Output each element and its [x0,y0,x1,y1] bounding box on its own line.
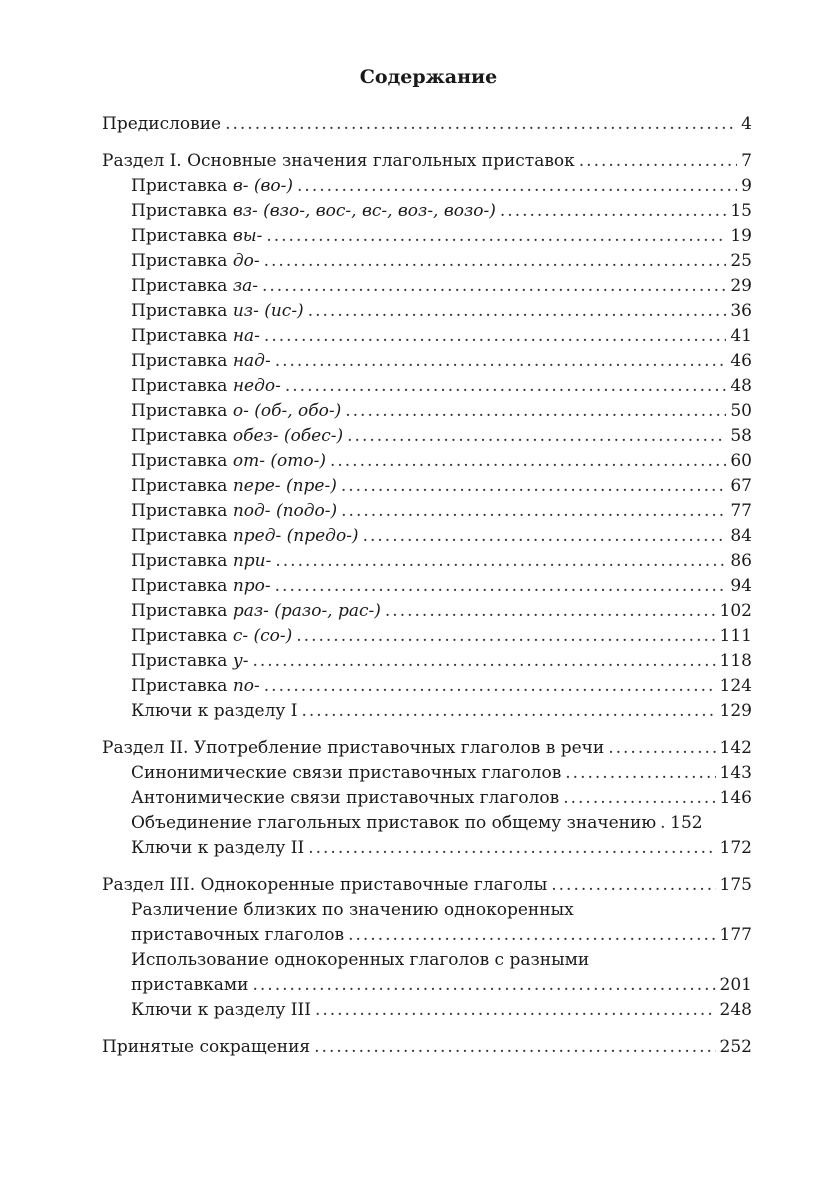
toc-entry-prefix[interactable] [102,299,752,324]
dot-leader [385,599,716,624]
toc-entry-section-1[interactable] [102,149,752,174]
toc-page-number: 86 [730,551,752,571]
toc-label: Приставка на- [131,326,260,346]
table-of-contents [102,112,752,1060]
toc-prefix: из- (ис-) [232,301,304,321]
toc-label: Раздел I. Основные значения глагольных приставок [102,151,575,171]
toc-prefix: пред- (предо-) [232,526,359,546]
toc-label: Различение близких по значению однокоренных [131,900,574,920]
toc-entry-prefix[interactable] [102,174,752,199]
toc-page-number: 9 [741,176,752,196]
toc-page-number: 94 [730,576,752,596]
toc-entry-prefix[interactable] [102,249,752,274]
toc-label: Ключи к разделу III [131,1000,311,1020]
toc-prefix: о- (об-, обо-) [232,401,342,421]
toc-label: Ключи к разделу II [131,838,305,858]
dot-leader [225,112,737,137]
toc-entry-prefix[interactable] [102,624,752,649]
toc-label: Приставка при- [131,551,272,571]
toc-label: Приставка раз- (разо-, рас-) [131,601,381,621]
toc-page-number: 172 [719,838,752,858]
toc-entry-prefix[interactable] [102,374,752,399]
toc-page-number: 201 [719,975,752,995]
toc-page-number: 142 [719,738,752,758]
toc-label: Приставка о- (об-, обо-) [131,401,342,421]
dot-leader [314,1035,715,1060]
dot-leader [285,374,727,399]
toc-entry-prefix[interactable] [102,449,752,474]
toc-label: Приставка с- (со-) [131,626,293,646]
toc-label: приставками [131,975,249,995]
toc-prefix: с- (со-) [232,626,293,646]
toc-page-number: 60 [730,451,752,471]
dot-leader [297,174,737,199]
toc-entry[interactable] [102,786,752,811]
dot-leader [308,299,727,324]
dot-leader [608,736,715,761]
toc-entry-prefix[interactable] [102,574,752,599]
toc-entry-prefix[interactable] [102,649,752,674]
toc-label: Объединение глагольных приставок по общему значению [131,813,657,833]
toc-prefix: вз- (взо-, вос-, вс-, воз-, возо-) [232,201,496,221]
toc-entry[interactable] [102,923,752,948]
toc-label: Использование однокоренных глаголов с разными [131,950,590,970]
toc-page-number: 177 [719,925,752,945]
toc-label: Приставка у- [131,651,249,671]
dot-leader [330,449,726,474]
toc-page-number: 175 [719,875,752,895]
toc-entry-keys-1[interactable] [102,699,752,724]
toc-entry[interactable] [102,973,752,998]
toc-label: Синонимические связи приставочных глаголов [131,763,562,783]
toc-entry-prefix[interactable] [102,499,752,524]
toc-label: Приставка пере- (пре-) [131,476,337,496]
dot-leader [262,274,726,299]
dot-leader [565,761,715,786]
dot-leader [347,424,726,449]
dot-leader [264,674,716,699]
toc-page-number: 67 [730,476,752,496]
toc-page-number: 143 [719,763,752,783]
toc-prefix: при- [232,551,272,571]
toc-page-number: 7 [741,151,752,171]
toc-entry-abbreviations[interactable] [102,1035,752,1060]
toc-page-number: 102 [719,601,752,621]
dot-leader [345,399,726,424]
toc-label: Приставка вы- [131,226,263,246]
toc-label: Антонимические связи приставочных глаголов [131,788,560,808]
toc-entry-keys-2[interactable] [102,836,752,861]
toc-page-number: 252 [719,1037,752,1057]
toc-prefix: над- [232,351,271,371]
dot-leader [341,499,726,524]
toc-prefix: за- [232,276,258,296]
dot-leader [363,524,727,549]
toc-label: Приставка пред- (предо-) [131,526,359,546]
toc-entry-prefix[interactable] [102,674,752,699]
toc-label: Приставка вз- (взо-, вос-, вс-, воз-, возо-) [131,201,496,221]
toc-entry[interactable] [102,811,752,836]
toc-entry-section-2[interactable] [102,736,752,761]
dot-leader [315,998,716,1023]
toc-entry-section-3[interactable] [102,873,752,898]
toc-label: Предисловие [102,114,222,134]
toc-label: Раздел III. Однокоренные приставочные глаголы [102,875,548,895]
toc-prefix: обез- (обес-) [232,426,344,446]
toc-label: Приставка обез- (обес-) [131,426,344,446]
toc-prefix: вы- [232,226,263,246]
toc-label: приставочных глаголов [131,925,345,945]
toc-page-number: 15 [730,201,752,221]
toc-page-number: 29 [730,276,752,296]
toc-label: Приставка по- [131,676,260,696]
toc-prefix: по- [232,676,260,696]
toc-label: Приставка под- (подо-) [131,501,338,521]
toc-prefix: от- (ото-) [232,451,326,471]
dot-leader [264,249,727,274]
dot-leader [302,699,716,724]
toc-label: Принятые сокращения [102,1037,311,1057]
toc-entry-prefix[interactable] [102,274,752,299]
toc-page-number: 58 [730,426,752,446]
dot-leader [253,973,716,998]
dot-leader [563,786,715,811]
dot-leader [296,624,715,649]
toc-prefix: до- [232,251,260,271]
toc-prefix: раз- (разо-, рас-) [232,601,381,621]
toc-page-number: 118 [719,651,752,671]
toc-entry-keys-3[interactable] [102,998,752,1023]
toc-entry-prefix[interactable] [102,224,752,249]
dot-leader [275,574,727,599]
toc-entry-prefix[interactable] [102,524,752,549]
toc-page-number: 152 [670,813,703,833]
toc-prefix: в- (во-) [232,176,294,196]
toc-label: Приставка от- (ото-) [131,451,326,471]
dot-leader [275,349,727,374]
toc-prefix: пере- (пре-) [232,476,337,496]
toc-page-number: 46 [730,351,752,371]
dot-leader [275,549,726,574]
toc-entry-prefix[interactable] [102,199,752,224]
dot-leader [308,836,715,861]
toc-entry-prefix[interactable] [102,599,752,624]
toc-entry-prefix[interactable] [102,349,752,374]
toc-entry-prefix[interactable] [102,399,752,424]
dot-leader [252,649,715,674]
toc-entry-line1[interactable] [102,898,752,923]
toc-prefix: на- [232,326,260,346]
dot-leader [551,873,715,898]
toc-page-number: 48 [730,376,752,396]
toc-page-number: 111 [719,626,752,646]
toc-prefix: про- [232,576,271,596]
toc-entry-preface[interactable] [102,112,752,137]
toc-label: Приставка недо- [131,376,281,396]
toc-label: Приставка из- (ис-) [131,301,304,321]
dot-leader [264,324,726,349]
toc-page-number: 84 [730,526,752,546]
toc-label: Приставка в- (во-) [131,176,294,196]
toc-entry-prefix[interactable] [102,424,752,449]
toc-label: Ключи к разделу I [131,701,298,721]
toc-entry-line1[interactable] [102,948,752,973]
toc-prefix: под- (подо-) [232,501,338,521]
toc-page-number: 25 [730,251,752,271]
toc-prefix: у- [232,651,249,671]
page-title: Содержание [359,66,498,88]
dot-leader [579,149,737,174]
toc-page-number: 77 [730,501,752,521]
toc-page-number: 19 [730,226,752,246]
toc-entry-prefix[interactable] [102,549,752,574]
toc-page-number: 124 [719,676,752,696]
toc-page-number: 41 [730,326,752,346]
dot-leader [266,224,726,249]
toc-page-number: 129 [719,701,752,721]
toc-prefix: недо- [232,376,281,396]
dot-leader [348,923,715,948]
dot-leader [500,199,726,224]
toc-label: Приставка про- [131,576,271,596]
toc-label: Приставка до- [131,251,260,271]
toc-page-number: 4 [741,114,752,134]
toc-page-number: 36 [730,301,752,321]
toc-label: Приставка за- [131,276,258,296]
toc-page-number: 248 [719,1000,752,1020]
dot-leader [660,811,666,836]
toc-entry-prefix[interactable] [102,324,752,349]
toc-label: Раздел II. Употребление приставочных глаголов в речи [102,738,605,758]
toc-page-number: 50 [730,401,752,421]
toc-entry-prefix[interactable] [102,474,752,499]
toc-page-number: 146 [719,788,752,808]
dot-leader [341,474,727,499]
toc-label: Приставка над- [131,351,271,371]
toc-entry[interactable] [102,761,752,786]
